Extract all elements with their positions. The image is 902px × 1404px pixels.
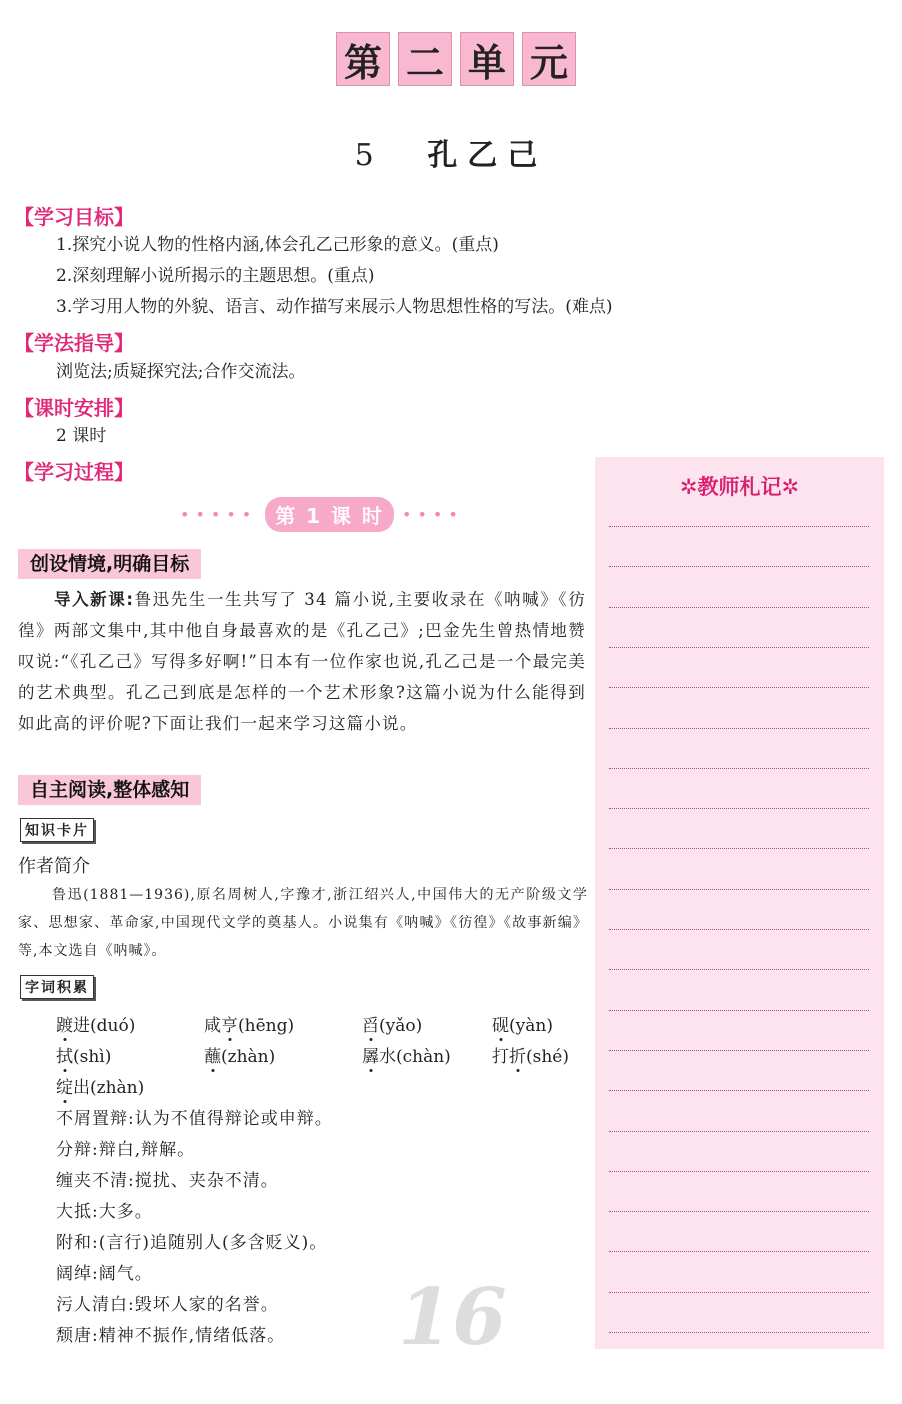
vocab-word: 踱进(duó) [56,1016,136,1036]
definition-item: 阔绰:阔气。 [56,1264,153,1284]
note-ruled-line [609,1131,869,1132]
definition-item: 分辩:辩白,辩解。 [56,1140,196,1160]
note-ruled-line [609,1010,869,1011]
note-ruled-line [609,1332,869,1333]
vocab-word: 拭(shì) [56,1047,112,1067]
note-ruled-line [609,969,869,970]
process-heading: 【学习过程】 [14,460,134,484]
author-text [18,881,588,965]
note-ruled-line [609,687,869,688]
definition-item: 缠夹不清:搅扰、夹杂不清。 [56,1171,279,1191]
teacher-notes-panel [595,457,884,1349]
schedule-text: 2 课时 [56,426,107,446]
intro-lead: 导入新课: [54,590,135,609]
note-ruled-line [609,566,869,567]
knowledge-card-label: 知识卡片 [20,818,94,842]
note-ruled-line [609,1050,869,1051]
vocab-word: 绽出(zhàn) [56,1078,145,1098]
author-heading: 作者简介 [18,856,90,877]
note-ruled-line [609,1211,869,1212]
vocab-word: 打折(shé) [492,1047,569,1067]
note-ruled-line [609,1171,869,1172]
schedule-heading: 【课时安排】 [14,396,134,420]
unit-char: 单 [460,32,514,86]
note-ruled-line [609,1292,869,1293]
definition-item: 大抵:大多。 [56,1202,153,1222]
period-badge: 第 1 课 时 [265,497,394,532]
note-ruled-line [609,848,869,849]
note-ruled-line [609,526,869,527]
definition-item: 污人清白:毁坏人家的名誉。 [56,1295,279,1315]
vocab-word: 羼水(chàn) [362,1047,451,1067]
note-ruled-line [609,607,869,608]
teacher-notes-title: ✲教师札记✲ [679,475,800,499]
decor-dots: •••• [402,505,464,524]
method-heading: 【学法指导】 [14,331,134,355]
unit-char: 第 [336,32,390,86]
section-header: 创设情境,明确目标 [18,549,201,579]
decor-dots: ••••• [180,505,258,524]
note-ruled-line [609,647,869,648]
lesson-title [0,130,902,174]
goal-item: 3.学习用人物的外貌、语言、动作描写来展示人物思想性格的写法。(难点) [56,297,613,317]
author-body: 鲁迅(1881—1936),原名周树人,字豫才,浙江绍兴人,中国伟大的无产阶级文学家、思想家、革命家,中国现代文学的奠基人。小说集有《呐喊》《彷徨》《故事新编》等,本文选自《呐喊》。 [18,887,588,959]
vocab-word: 舀(yǎo) [362,1016,423,1036]
note-ruled-line [609,889,869,890]
note-ruled-line [609,929,869,930]
definition-item: 附和:(言行)追随别人(多含贬义)。 [56,1233,328,1253]
vocab-word: 蘸(zhàn) [204,1047,276,1067]
intro-body: 鲁迅先生一生共写了 34 篇小说,主要收录在《呐喊》《彷徨》两部文集中,其中他自身最喜欢的是《孔乙己》;巴金先生曾热情地赞叹说:“《孔乙己》写得多好啊!”日本有一位作家也说,孔乙己是一个最完美的艺术典型。孔乙己到底是怎样的一个艺术形象?这篇小说为什么能得到如此高的评价呢?下面让我们一起来学习这篇小说。 [18,590,586,733]
lesson-number: 5 [354,138,376,173]
goals-heading: 【学习目标】 [14,205,134,229]
lesson-name: 孔乙己 [427,138,548,173]
period-badge-row [180,497,464,532]
goal-item: 2.深刻理解小说所揭示的主题思想。(重点) [56,266,375,286]
unit-title [336,32,576,86]
method-text: 浏览法;质疑探究法;合作交流法。 [56,362,306,382]
vocab-word: 咸亨(hēng) [204,1016,295,1036]
vocab-card-label: 字词积累 [20,975,94,999]
note-ruled-line [609,1251,869,1252]
vocab-word: 砚(yàn) [492,1016,553,1036]
intro-paragraph [18,584,586,739]
section-header: 自主阅读,整体感知 [18,775,201,805]
definition-item: 颓唐:精神不振作,情绪低落。 [56,1326,286,1346]
note-ruled-line [609,1090,869,1091]
note-ruled-line [609,728,869,729]
note-ruled-line [609,808,869,809]
unit-char: 二 [398,32,452,86]
unit-char: 元 [522,32,576,86]
definition-item: 不屑置辩:认为不值得辩论或申辩。 [56,1109,333,1129]
goal-item: 1.探究小说人物的性格内涵,体会孔乙己形象的意义。(重点) [56,235,499,255]
page-number: 16 [398,1272,507,1363]
note-ruled-line [609,768,869,769]
